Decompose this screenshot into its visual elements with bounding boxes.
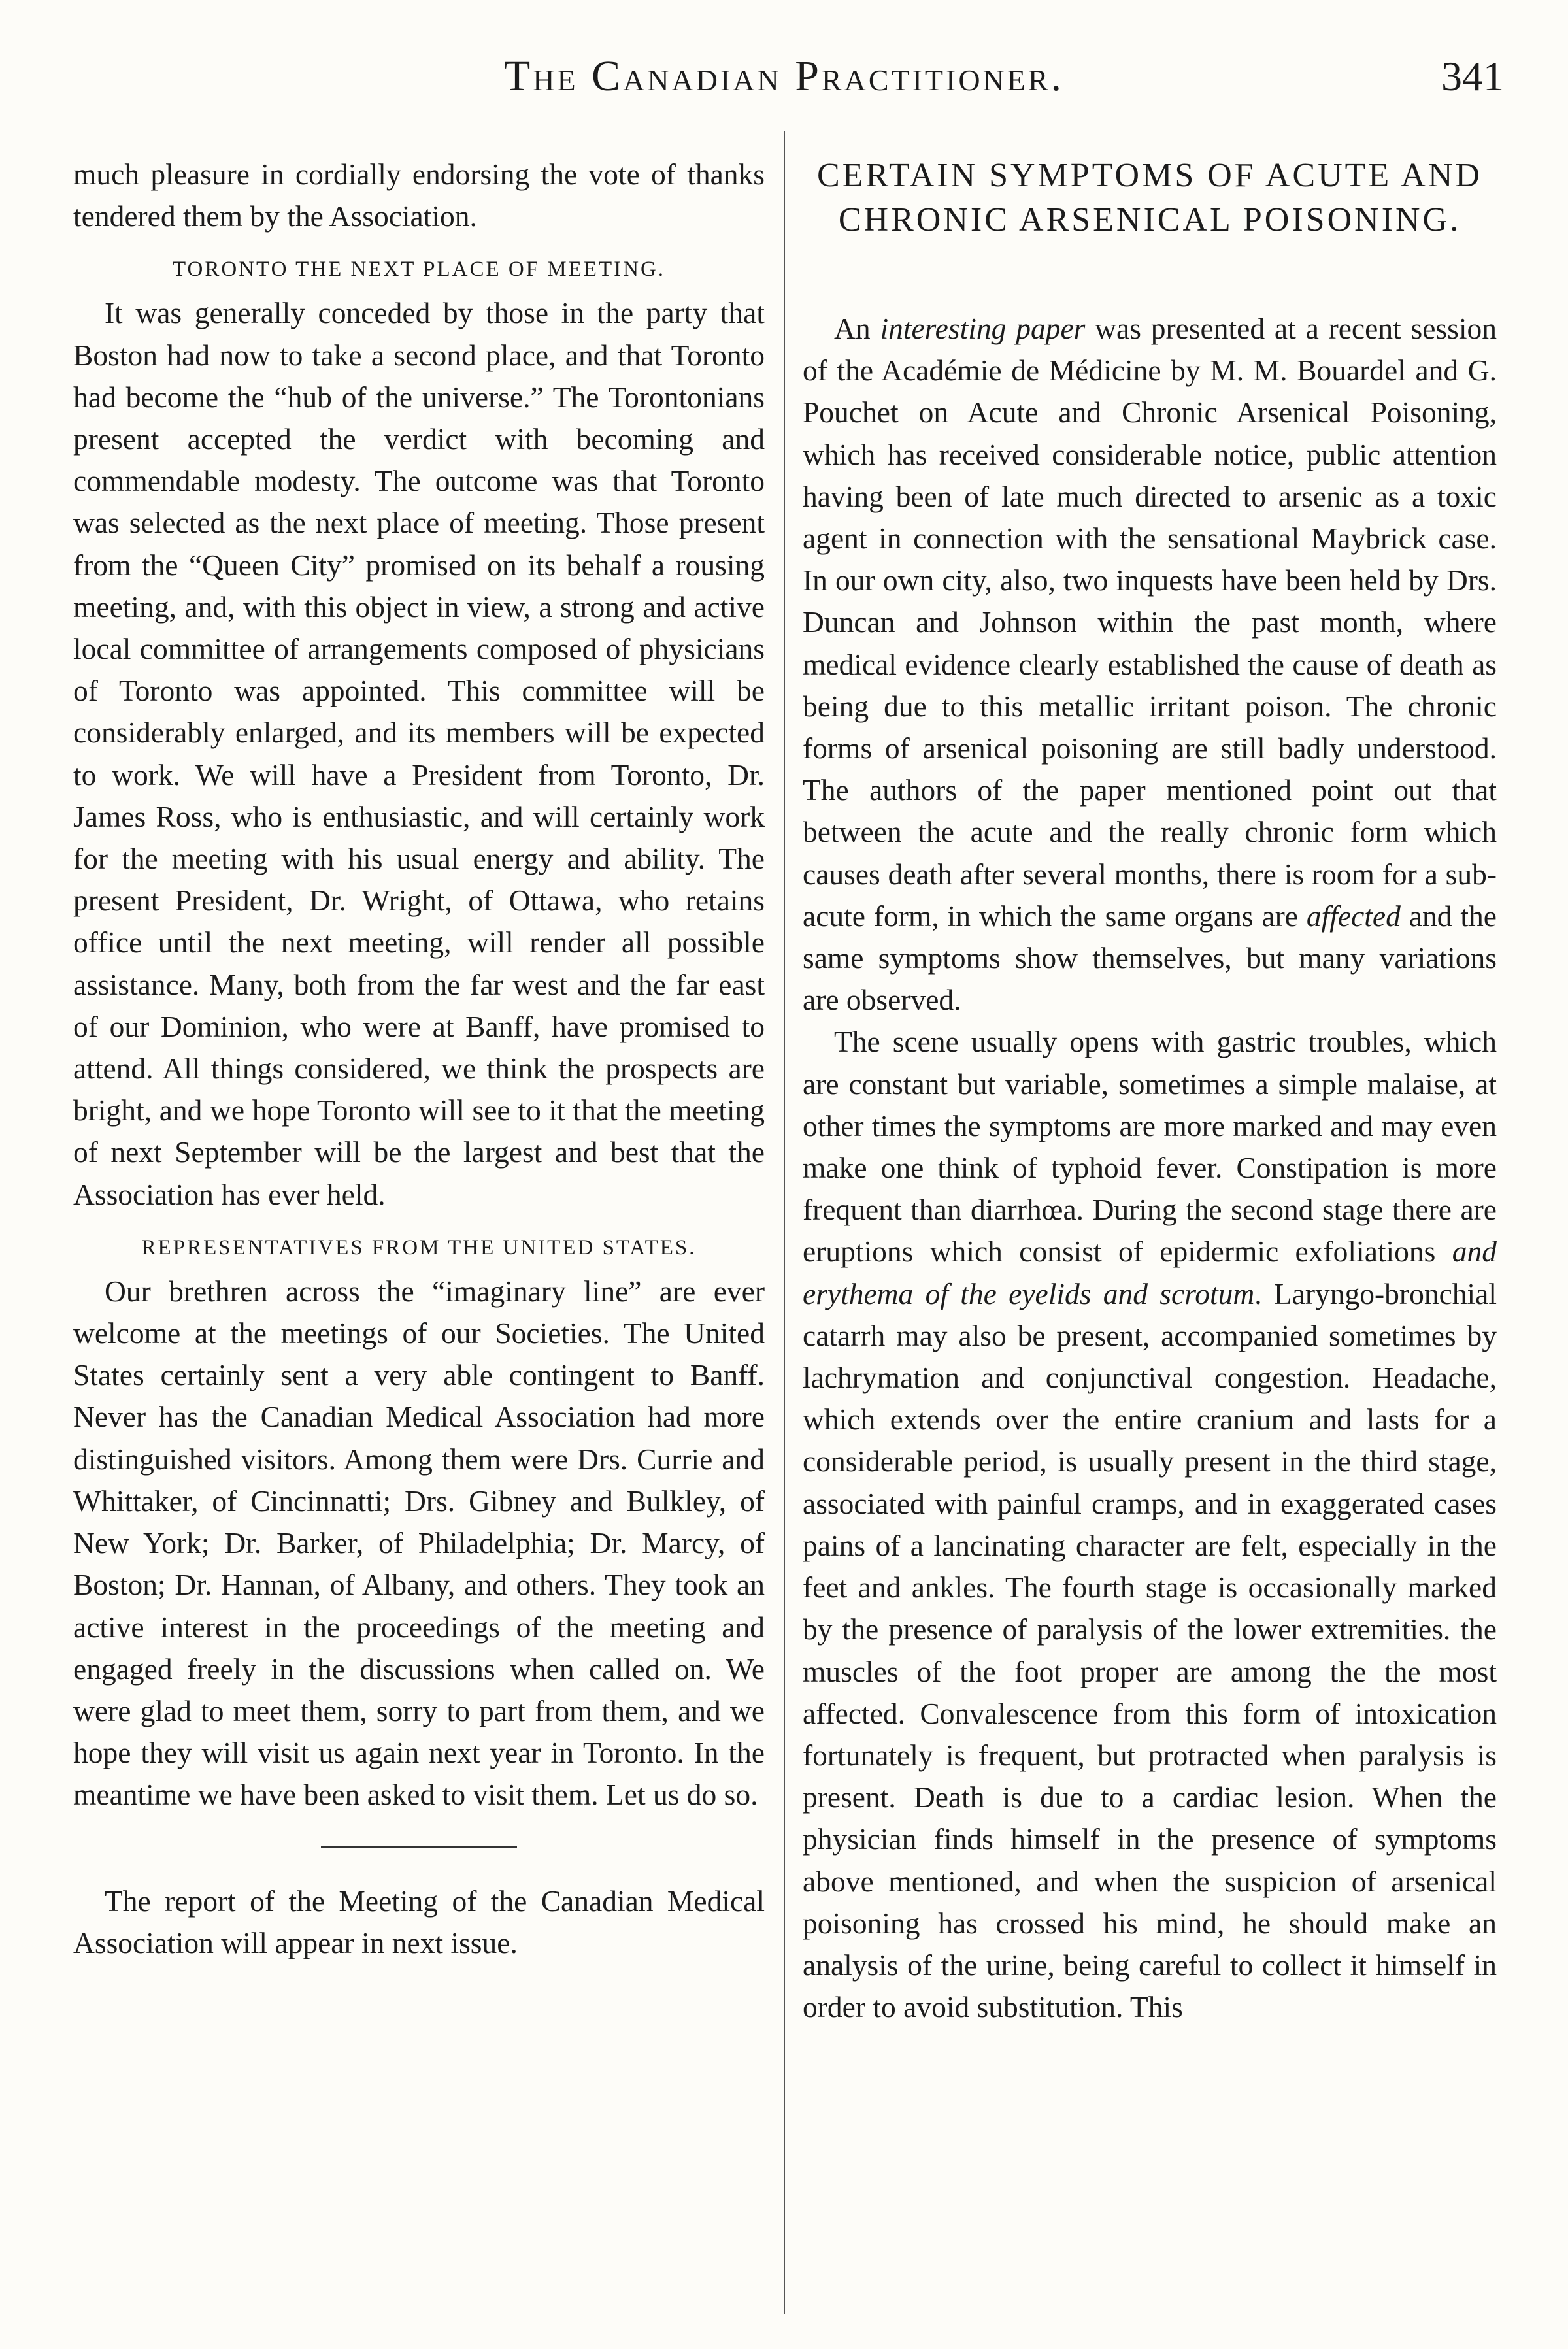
italic-text: and erythema of the eyelids and scrotum — [803, 1235, 1497, 1310]
paragraph-symptoms — [803, 1021, 1497, 2028]
paragraph-report-notice: The report of the Meeting of the Canadian Medical Association will appear in next issue. — [73, 1884, 765, 1959]
article-title: CERTAIN SYMPTOMS OF ACUTE AND CHRONIC ARSENICAL POISONING. — [817, 157, 1482, 239]
section-rule — [321, 1846, 517, 1848]
section-heading-toronto: TORONTO THE NEXT PLACE OF MEETING. — [172, 258, 666, 282]
left-column — [73, 154, 765, 1964]
section-heading-representatives: REPRESENTATIVES FROM THE UNITED STATES. — [141, 1235, 697, 1259]
column-divider — [784, 131, 785, 2314]
paragraph-continued: much pleasure in cordially endorsing the vote of thanks tendered them by the Association. — [73, 158, 765, 233]
text-span: The scene usually opens with gastric troubles, which are constant but variable, sometimes a simple malaise, at other times the symptoms are more marked and may even make one think of typhoid fever. Constipation is more frequent than diarrhœa. During the second stage there are eruptions which consist of epidermic exfoliations — [803, 1025, 1497, 1269]
paragraph-toronto: It was generally conceded by those in the party that Boston had now to take a second place, and that Toronto had become the “hub of the universe.” The Torontonians present accepted the verdict with becoming and commendable modesty. The outcome was that Toronto was selected as the next place of meeting. Those present from the “Queen City” promised on its behalf a rousing meeting, and, with this object in view, a strong and active local committee of arrangements composed of physicians of Toronto was appointed. This committee will be considerably enlarged, and its members will be expected to work. We will have a President from Toronto, Dr. James Ross, who is enthusiastic, and will certainly work for the meeting with his usual energy and ability. The present President, Dr. Wright, of Ottawa, who retains office until the next meeting, will render all possible assistance. Many, both from the far west and the far east of our Dominion, who were at Banff, have promised to attend. All things considered, we think the prospects are bright, and we hope Toronto will see to it that the meeting of next September will be the largest and best that the Association has ever held. — [73, 296, 765, 1211]
text-span: and the same symptoms show themselves, but many variations are observed. — [803, 899, 1497, 1017]
text-span: was presented at a recent session of the Académie de Médicine by M. M. Bouardel and G. Pouchet on Acute and Chronic Arsenical Poisoning, which has received considerable notice, public attention having been of late much directed to arsenic as a toxic agent in connection with the sensational Maybrick case. In our own city, also, two inquests have been held by Drs. Duncan and Johnson within the past month, where medical evidence clearly established the cause of death as being due to this metallic irritant poison. The chronic forms of arsenical poisoning are still badly understood. The authors of the paper mentioned point out that between the acute and the really chronic form which causes death after several months, there is room for a sub-acute form, in which the same organs are — [803, 312, 1497, 933]
right-column — [803, 154, 1497, 2028]
italic-text: affected — [1306, 899, 1401, 933]
journal-title: The Canadian Practitioner. — [503, 52, 1065, 100]
page-number: 341 — [1441, 53, 1504, 99]
italic-text: interesting paper — [880, 312, 1086, 345]
running-header — [0, 47, 1568, 119]
paragraph-representatives: Our brethren across the “imaginary line” are ever welcome at the meetings of our Societies. The United States certainly sent a very able contingent to Banff. Never has the Canadian Medical Association had more distinguished visitors. Among them were Drs. Currie and Whittaker, of Cincinnatti; Drs. Gibney and Bulkley, of New York; Dr. Barker, of Philadelphia; Dr. Marcy, of Boston; Dr. Hannan, of Albany, and others. They took an active interest in the proceedings of the meeting and engaged freely in the discussions when called on. We were glad to meet them, sorry to part from them, and we hope they will visit us again next year in Toronto. In the meantime we have been asked to visit them. Let us do so. — [73, 1274, 765, 1812]
text-span: An — [834, 312, 880, 345]
text-span: . Laryngo-bronchial catarrh may also be present, accompanied sometimes by lachrymation and conjunctival congestion. Headache, which extends over the entire cranium and lasts for a considerable period, is usually present in the third stage, associated with painful cramps, and in exaggerated cases pains of a lancinating character are felt, especially in the feet and ankles. The fourth stage is occasionally marked by the presence of paralysis of the lower extremities. the muscles of the foot proper are among the the most affected. Convalescence from this form of intoxication fortunately is frequent, but protracted when paralysis is present. Death is due to a cardiac lesion. When the physician finds himself in the presence of symptoms above mentioned, and when the suspicion of arsenical poisoning has crossed his mind, he should make an analysis of the urine, being careful to collect it himself in order to avoid substitution. This — [803, 1276, 1497, 2024]
paragraph-intro — [803, 308, 1497, 1021]
